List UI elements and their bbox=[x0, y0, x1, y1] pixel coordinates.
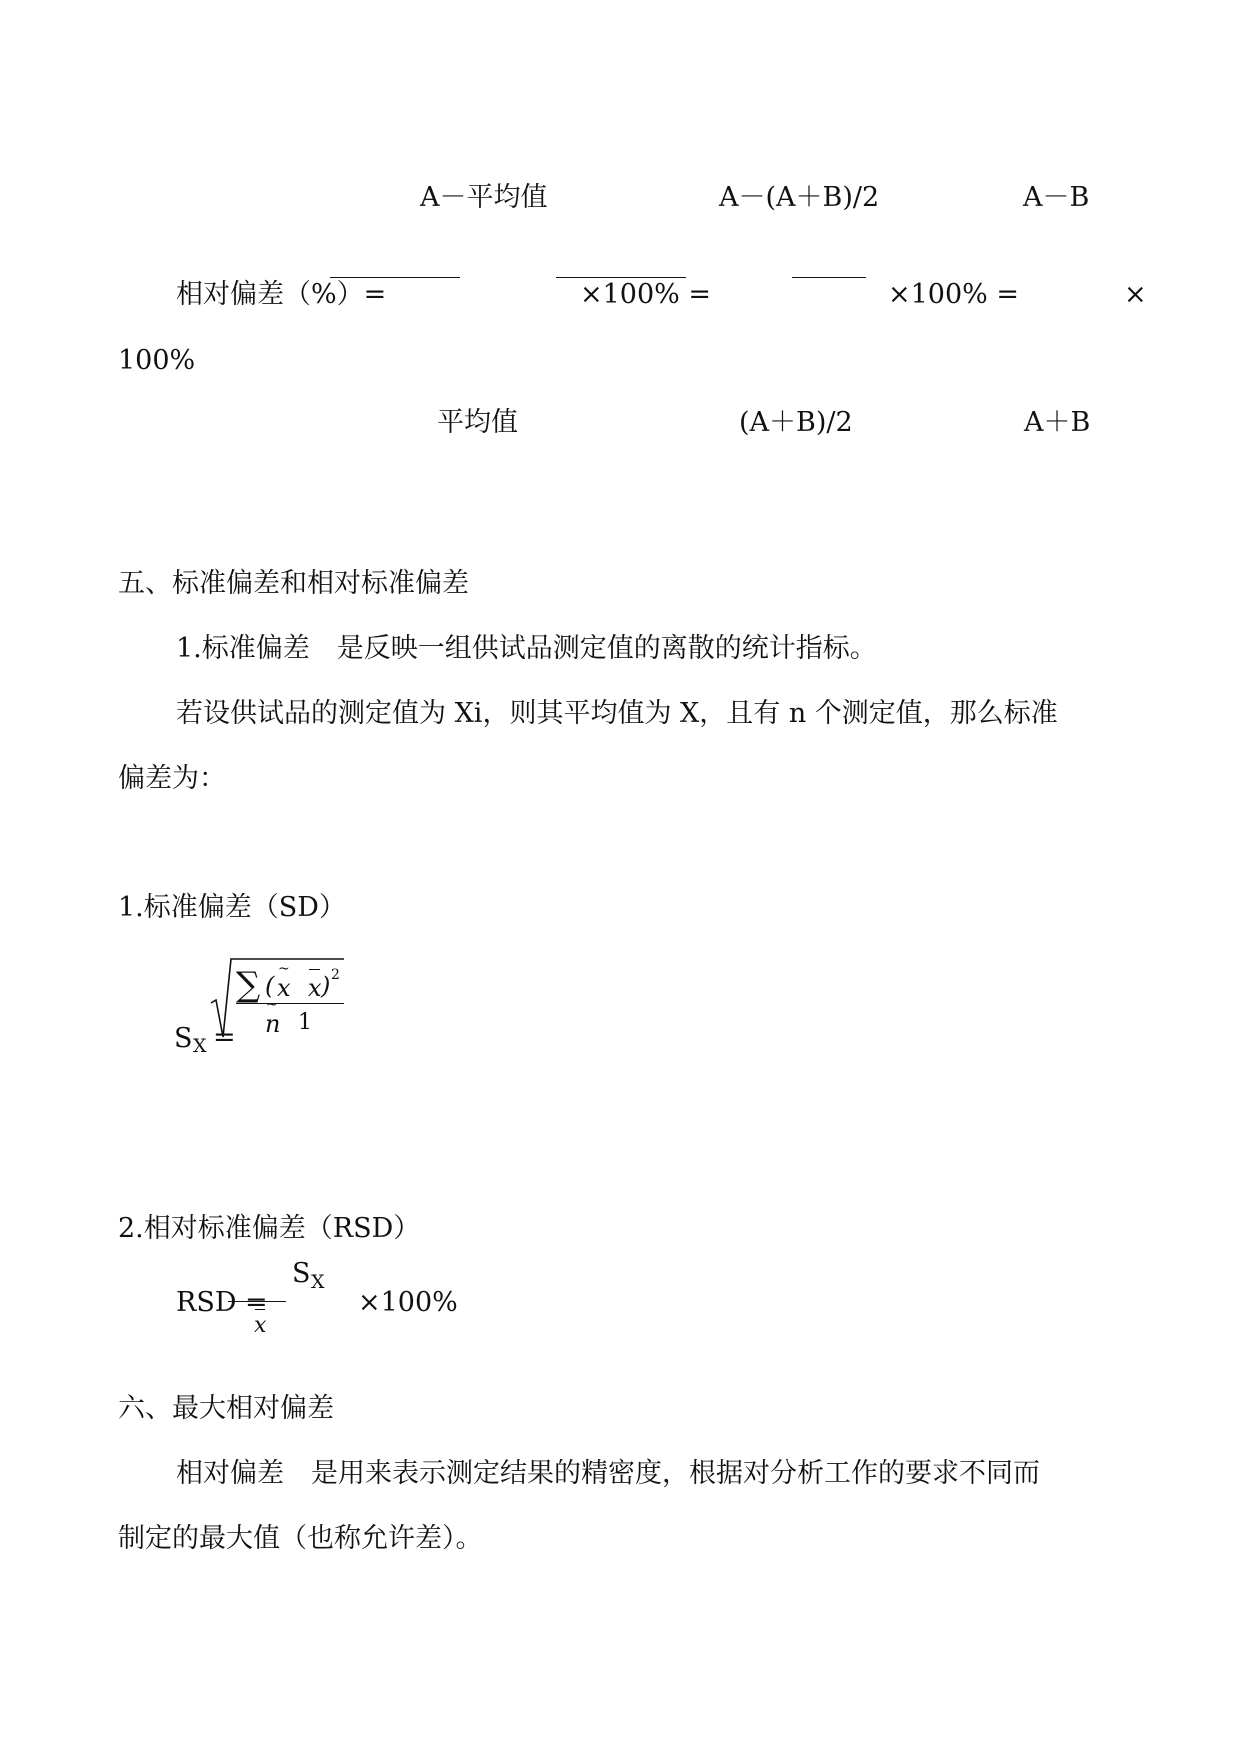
sd-x-bar: x bbox=[308, 974, 322, 1002]
summation-sign: ∑ bbox=[236, 965, 261, 1005]
numerator-a-minus-mean: A－平均值 bbox=[420, 182, 548, 213]
sd-one: 1 bbox=[298, 1010, 312, 1035]
times-sign-3: × bbox=[1124, 279, 1147, 310]
rsd-denominator-x-bar: x bbox=[254, 1313, 267, 1338]
tilde-mark-x: ~ bbox=[278, 961, 290, 977]
fraction-bar-1 bbox=[330, 277, 460, 278]
sd-lhs-symbol: S bbox=[174, 1023, 193, 1054]
rsd-fraction-bar bbox=[228, 1301, 286, 1302]
overbar-x-rsd bbox=[255, 1309, 265, 1310]
sd-equals: = bbox=[213, 1022, 236, 1053]
numerator-a-minus-b: A－B bbox=[1023, 182, 1090, 213]
fraction-bar-2 bbox=[556, 277, 686, 278]
sd-x-tilde: x bbox=[277, 974, 291, 1002]
numerator-a-minus-half-sum: A－(A＋B)/2 bbox=[719, 182, 880, 213]
denominator-half-sum: (A＋B)/2 bbox=[739, 407, 853, 438]
section-5-heading: 五、标准偏差和相对标准偏差 bbox=[118, 568, 469, 599]
sd-n-tilde: n bbox=[265, 1010, 281, 1038]
sd-heading: 1.标准偏差（SD） bbox=[118, 892, 346, 923]
section-5-paragraph-2-line-1: 若设供试品的测定值为 Xi，则其平均值为 X，且有 n 个测定值，那么标准 bbox=[176, 698, 1058, 729]
section-5-paragraph-1: 1.标准偏差 是反映一组供试品测定值的离散的统计指标。 bbox=[176, 633, 877, 664]
overbar-x bbox=[309, 969, 320, 970]
section-6-paragraph-line-1: 相对偏差 是用来表示测定结果的精密度，根据对分析工作的要求不同而 bbox=[176, 1458, 1040, 1489]
times-100-percent-2: ×100% = bbox=[888, 279, 1020, 310]
wrapped-100-percent: 100% bbox=[118, 345, 196, 376]
rsd-heading: 2.相对标准偏差（RSD） bbox=[118, 1213, 421, 1244]
rsd-numerator-symbol: S bbox=[292, 1258, 311, 1289]
sd-open-paren: ( bbox=[265, 972, 275, 1000]
section-5-paragraph-2-line-2: 偏差为： bbox=[118, 763, 226, 794]
fraction-bar-3 bbox=[792, 277, 866, 278]
sd-fraction-bar bbox=[236, 1003, 344, 1004]
relative-deviation-lhs: 相对偏差（%）= bbox=[176, 279, 387, 310]
section-6-heading: 六、最大相对偏差 bbox=[118, 1393, 334, 1424]
sd-close-paren: ) bbox=[321, 972, 331, 1000]
denominator-a-plus-b: A＋B bbox=[1024, 407, 1091, 438]
sd-squared: 2 bbox=[331, 967, 340, 983]
rsd-lhs: RSD = bbox=[176, 1287, 268, 1318]
section-6-paragraph-line-2: 制定的最大值（也称允许差）。 bbox=[118, 1523, 483, 1554]
rsd-times-100-percent: ×100% bbox=[358, 1287, 458, 1318]
tilde-mark-n: ~ bbox=[266, 997, 278, 1013]
rsd-numerator-subscript: X bbox=[311, 1271, 325, 1293]
times-100-percent-1: ×100% = bbox=[580, 279, 712, 310]
denominator-mean: 平均值 bbox=[437, 407, 518, 438]
sd-lhs-subscript: X bbox=[193, 1035, 207, 1057]
